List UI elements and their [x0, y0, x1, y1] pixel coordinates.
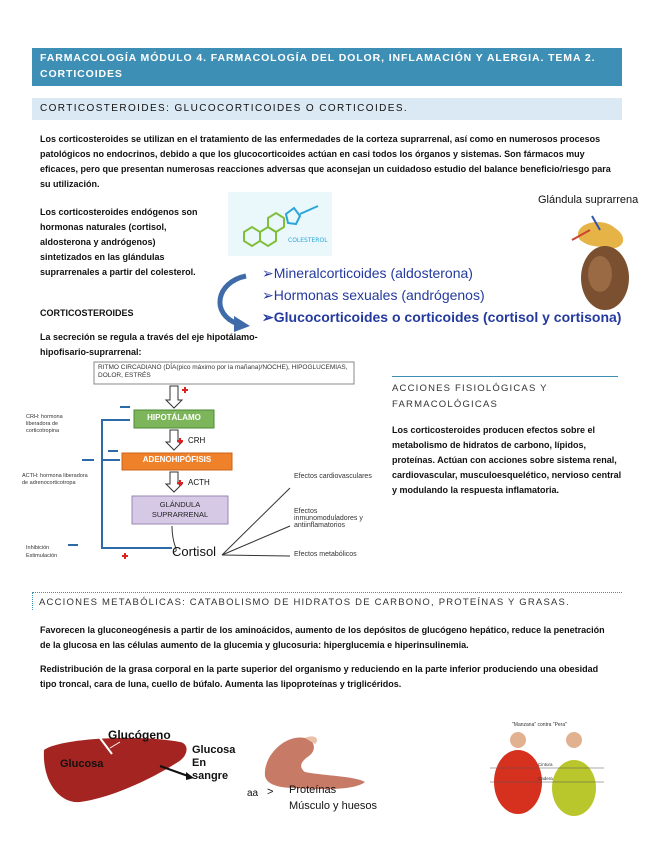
body-shapes-illustration: [482, 722, 610, 822]
hormone-list: [262, 262, 621, 328]
physio-paragraph: Los corticosteroides producen efectos sobre el metabolismo de hidratos de carbono, lípidos, proteínas. Actúan con acciones sobre sistema renal, cardiovascular, musculoesquelético, nervioso central y modulando la respuesta inflamatoria.: [392, 425, 622, 495]
section-title-corticosteroides: CORTICOSTEROIDES: GLUCOCORTICOIDES O CORTICOIDES.: [32, 98, 622, 120]
hormone-item: ➢Mineralcorticoides (aldosterona): [262, 265, 473, 281]
aa-label: aa: [247, 788, 259, 799]
musculo-label: Músculo y huesos: [289, 800, 378, 812]
acth-note: ACTH: hormona liberadora de adrenocorticotropa: [22, 473, 88, 486]
aa-arrow: >: [267, 786, 274, 798]
effect-cardiovascular: Efectos cardiovasculares: [294, 473, 372, 480]
hormone-item: ➢Glucocorticoides o corticoides (cortisol y cortisona): [262, 309, 622, 325]
cintura-label: Cintura: [538, 762, 553, 767]
document-header: FARMACOLOGÍA MÓDULO 4. FARMACOLOGÍA DEL DOLOR, INFLAMACIÓN Y ALERGIA. TEMA 2. CORTICOIDES: [32, 48, 622, 86]
legend-stimulation: Estimulación: [26, 553, 58, 559]
acth-label: ACTH: [188, 478, 210, 487]
blood-glucose-label: Glucosa En sangre: [192, 744, 236, 782]
triggers-box: RITMO CIRCADIANO (DÍA(pico máximo por la mañana)/NOCHE), HIPOGLUCEMIAS, DOLOR, ESTRÉS: [98, 364, 348, 379]
hipotalamo-box: HIPOTÁLAMO: [147, 413, 201, 422]
body-shapes-title: "Manzana" contra "Pera": [512, 722, 567, 728]
glandula-box: GLÁNDULA SUPRARRENAL: [151, 500, 209, 519]
regulation-paragraph: La secreción se regula a través del eje hipotálamo-hipofisario-suprarrenal:: [40, 332, 258, 357]
hpa-axis-diagram: [22, 360, 382, 575]
cadera-label: Cadera: [538, 776, 553, 781]
muscle-illustration: [245, 726, 395, 821]
adenohipofisis-box: ADENOHIPÓFISIS: [142, 455, 212, 464]
crh-label: CRH: [188, 436, 206, 445]
cholesterol-label: COLESTEROL: [288, 237, 328, 244]
curved-arrow: [210, 270, 260, 332]
adrenal-gland-label: Glándula suprarrena: [538, 194, 639, 206]
cholesterol-molecule-image: [228, 192, 332, 256]
section-title-acciones: ACCIONES FISIOLÓGICAS Y FARMACOLÓGICAS: [392, 376, 618, 413]
intro-paragraph: Los corticosteroides se utilizan en el tratamiento de las enfermedades de la corteza suprarrenal, así como en numerosos procesos patológicos no endocrinos, debido a que los glucocorticoides actúan en casi todos los órganos y sistemas. Son fármacos muy eficaces, pero que presentan numerosas reacciones adversas que aconsejan un cuidadoso estudio del balance beneficio/riesgo para su utilización.: [40, 134, 611, 189]
metabolic-paragraph-1: Favorecen la gluconeogénesis a partir de los aminoácidos, aumento de los depósitos de glucógeno hepático, reduce la penetración de la glucosa en las células aumento de la glucemia y glucosuria: hiperglucemia e hiperinsulinemia.: [40, 625, 605, 650]
proteinas-label: Proteínas: [289, 784, 337, 796]
legend-inhibition: Inhibición: [26, 545, 50, 551]
corticosteroides-label: CORTICOSTEROIDES: [40, 308, 134, 318]
metabolic-paragraph-2: Redistribución de la grasa corporal en la parte superior del organismo y reduciendo en la parte inferior produciendo una obesidad tipo troncal, cara de luna, cuello de búfalo. Aumenta las lipoproteínas y triglicéridos.: [40, 664, 599, 689]
hormone-item: ➢Hormonas sexuales (andrógenos): [262, 287, 485, 303]
effect-metabolic: Efectos metabólicos: [294, 551, 357, 558]
endogenous-paragraph: Los corticosteroides endógenos son hormonas naturales (cortisol, aldosterona y andrógenos) sintetizados en las glándulas suprarrenales a partir del colesterol.: [40, 207, 198, 277]
cortisol-label: Cortisol: [172, 544, 217, 559]
crh-note: CRH: hormona liberadora de corticotropina: [26, 414, 63, 434]
liver-glucosa: Glucosa: [60, 758, 104, 770]
effect-immunomodulatory: Efectos inmunomoduladores y antiinflamatorios: [294, 508, 363, 529]
liver-glucogeno: Glucógeno: [108, 728, 171, 742]
section-title-metabolic: ACCIONES METABÓLICAS: CATABOLISMO DE HIDRATOS DE CARBONO, PROTEÍNAS Y GRASAS.: [32, 592, 622, 610]
liver-illustration: [40, 728, 240, 808]
